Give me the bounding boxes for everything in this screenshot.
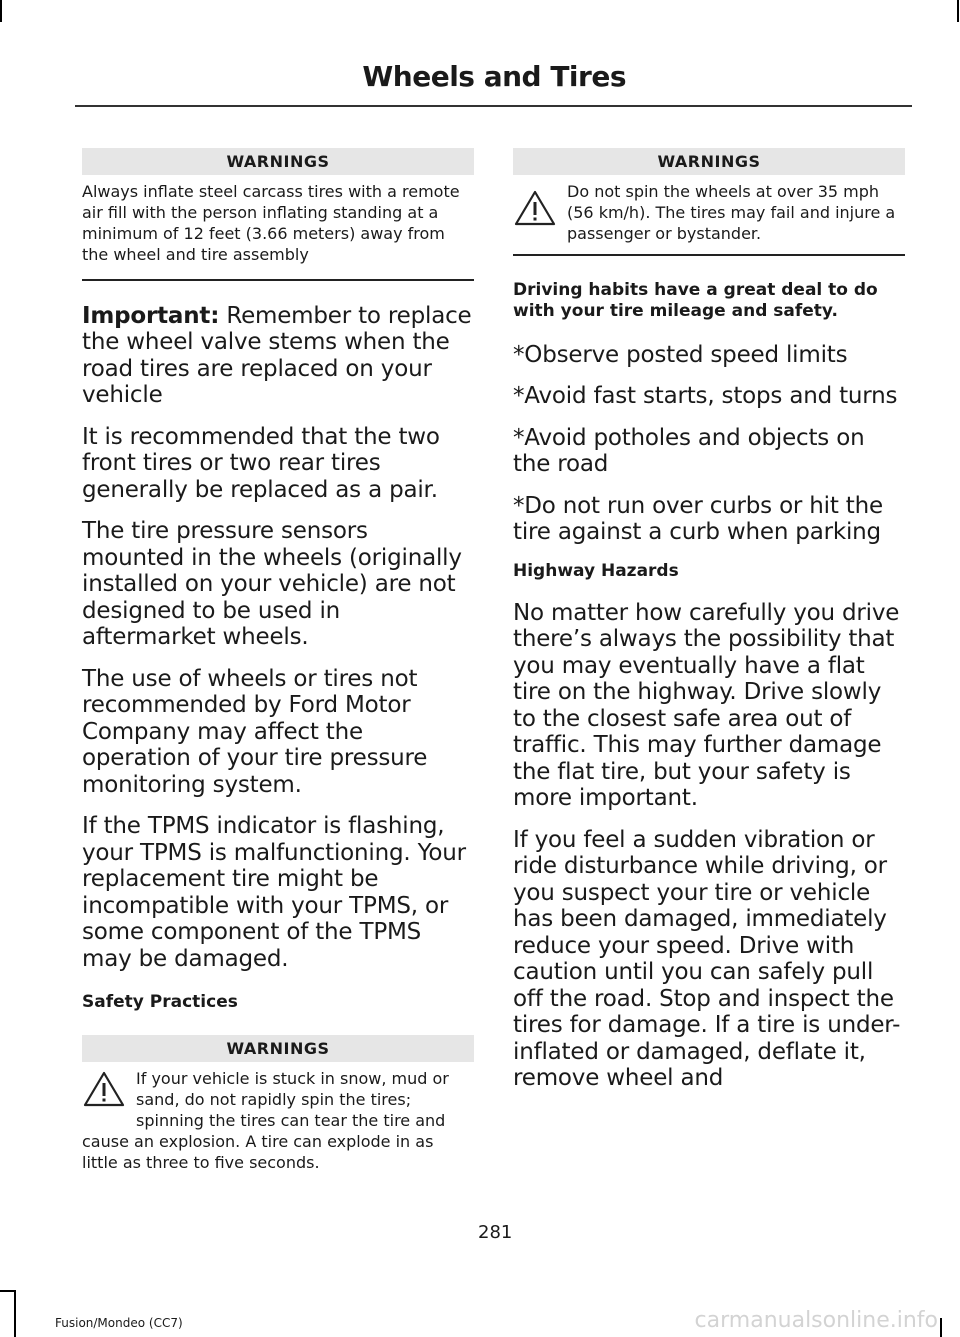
crop-mark [957,0,959,22]
crop-mark [14,1290,16,1337]
crop-mark [940,1318,942,1337]
paragraph: If the TPMS indicator is flashing, your TPMS is malfunctioning. Your replacement tire might be incompatible with your TPMS, or some component of the TPMS may be damaged. [82,813,466,972]
bullet-item: *Observe posted speed limits [513,341,848,368]
warning-rule [82,279,474,281]
important-text: Remember to replace the wheel valve stems when the road tires are replaced on your vehicle [82,302,472,408]
crop-mark [0,0,2,22]
warning-heading: WARNINGS [82,148,474,175]
bullet-item: *Avoid potholes and objects on the road [513,424,865,477]
warning-text-block [513,181,905,254]
warning-text-block [82,1068,474,1173]
important-paragraph [82,303,474,409]
bullet-item: *Do not run over curbs or hit the tire against a curb when parking [513,492,883,545]
paragraph: The use of wheels or tires not recommended by Ford Motor Company may affect the operation of your tire pressure monitoring system. [82,665,428,798]
warning-text: Always inflate steel carcass tires with a remote air fill with the person inflating standing at a minimum of 12 feet (3.66 meters) away from the wheel and tire assembly [82,182,460,264]
warning-rule [513,254,905,256]
left-column [82,148,474,1173]
warning-text: If your vehicle is stuck in snow, mud or sand, do not rapidly spin the tires; spinning the tires can tear the tire and cause an explosion. A tire can explode in as little as three to five seconds. [82,1069,449,1172]
important-label: Important: [82,302,220,329]
bullet-item: *Avoid fast starts, stops and turns [513,383,898,409]
warning-text: Do not spin the wheels at over 35 mph (56 km/h). The tires may fail and injure a passenger or bystander. [567,182,896,243]
paragraph: It is recommended that the two front tires or two rear tires generally be replaced as a pair. [82,423,440,503]
paragraph: The tire pressure sensors mounted in the wheels (originally installed on your vehicle) are not designed to be used in aftermarket wheels. [82,518,462,650]
section-heading-driving-habits: Driving habits have a great deal to do with your tire mileage and safety. [513,279,878,321]
watermark: carmanualsonline.info [694,1308,938,1333]
paragraph: If you feel a sudden vibration or ride disturbance while driving, or you suspect your tire or vehicle has been damaged, immediately reduce your speed. Drive with caution until you can safely pull off the road. Stop and inspect the tires for damage. If a tire is under-inflated or damaged, deflate it, remove wheel and [513,826,901,1091]
warning-box [82,1035,474,1173]
warning-triangle-icon [82,1070,130,1110]
warning-box [513,148,905,256]
paragraph: No matter how carefully you drive there’s always the possibility that you may eventually have a flat tire on the highway. Drive slowly to the closest safe area out of traffic. This may further damage the flat tire, but your safety is more important. [513,599,900,811]
warning-heading: WARNINGS [82,1035,474,1062]
warning-box [82,148,474,281]
right-column [513,148,905,1107]
page-number: 281 [478,1222,513,1243]
footer-model: Fusion/Mondeo (CC7) [55,1316,183,1330]
section-heading-safety: Safety Practices [82,992,238,1012]
warning-heading: WARNINGS [513,148,905,175]
section-heading-highway-hazards: Highway Hazards [513,560,679,581]
warning-triangle-icon [513,189,561,229]
page-title: Wheels and Tires [362,60,626,93]
header-rule [75,105,912,107]
